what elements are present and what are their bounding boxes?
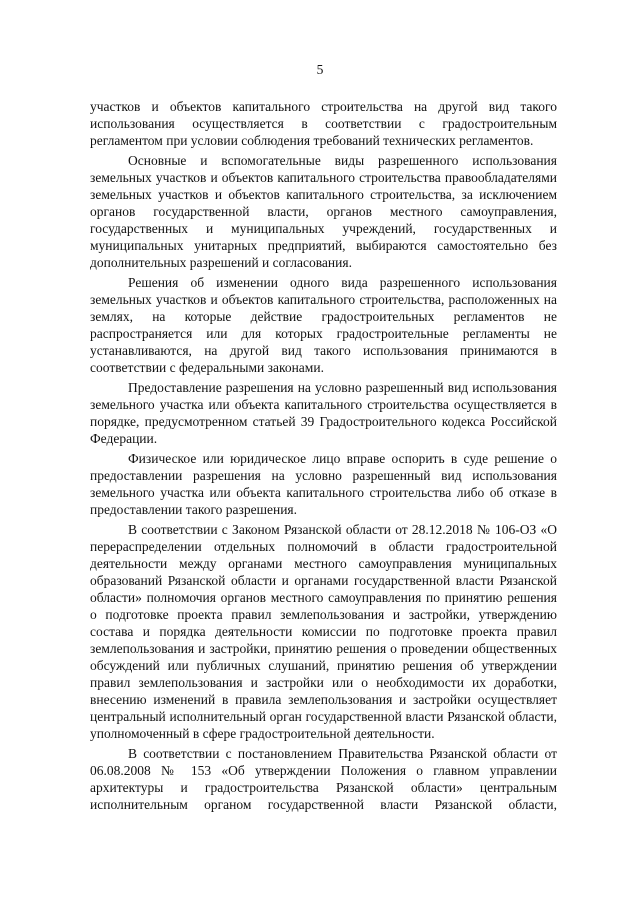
document-body [90, 98, 557, 816]
paragraph-use-change-decisions: Решения об изменении одного вида разрешенного использования земельных участков и объектов капитального строительства, расположенных на землях, на которые действие градостроительных регламентов не распространяется или для которых градостроительные регламенты не устанавливаются, на другой вид такого использования принимаются в соответствии с федеральными законами. [90, 275, 557, 375]
paragraph-ryazan-law: В соответствии с Законом Рязанской области от 28.12.2018 № 106-ОЗ «О перераспределении отдельных полномочий в области градостроительной деятельности между органами местного самоуправления муниципальных образований Рязанской области и органами государственной власти Рязанской области» полномочия органов местного самоуправления по принятию решения о подготовке проекта правил землепользования и застройки, утверждению состава и порядка деятельности комиссии по подготовке проекта правил землепользования и застройки, принятию решения о проведении общественных обсуждений или публичных слушаний, принятию решения об утверждении правил землепользования и застройки или о необходимости их доработки, внесению изменений в правила землепользования и застройки осуществляет центральный исполнительный орган государственной власти Рязанской области, уполномоченный в сфере градостроительной деятельности. [90, 522, 557, 741]
paragraph-continuation: участков и объектов капитального строительства на другой вид такого использования осуществляется в соответствии с градостроительным регламентом при условии соблюдения требований технических регламентов. [90, 99, 557, 148]
paragraph-allowed-uses: Основные и вспомогательные виды разрешенного использования земельных участков и объектов капитального строительства правообладателями земельных участков и объектов капитального строительства, за исключением органов государственной власти, органов местного самоуправления, государственных и муниципальных учреждений, государственных и муниципальных унитарных предприятий, выбираются самостоятельно без дополнительных разрешений и согласования. [90, 153, 557, 270]
paragraph-conditional-use-permit: Предоставление разрешения на условно разрешенный вид использования земельного участка или объекта капитального строительства осуществляется в порядке, предусмотренном статьей 39 Градостроительного кодекса Российской Федерации. [90, 380, 557, 446]
paragraph-court-challenge: Физическое или юридическое лицо вправе оспорить в суде решение о предоставлении разрешения на условно разрешенный вид использования земельного участка или объекта капитального строительства либо об отказе в предоставлении такого разрешения. [90, 451, 557, 517]
paragraph-government-resolution: В соответствии с постановлением Правительства Рязанской области от 06.08.2008 № 153 «Об утверждении Положения о главном управлении архитектуры и градостроительства Рязанской области» центральным исполнительным органом государственной власти Рязанской области, [90, 746, 557, 812]
page-number: 5 [316, 62, 324, 77]
